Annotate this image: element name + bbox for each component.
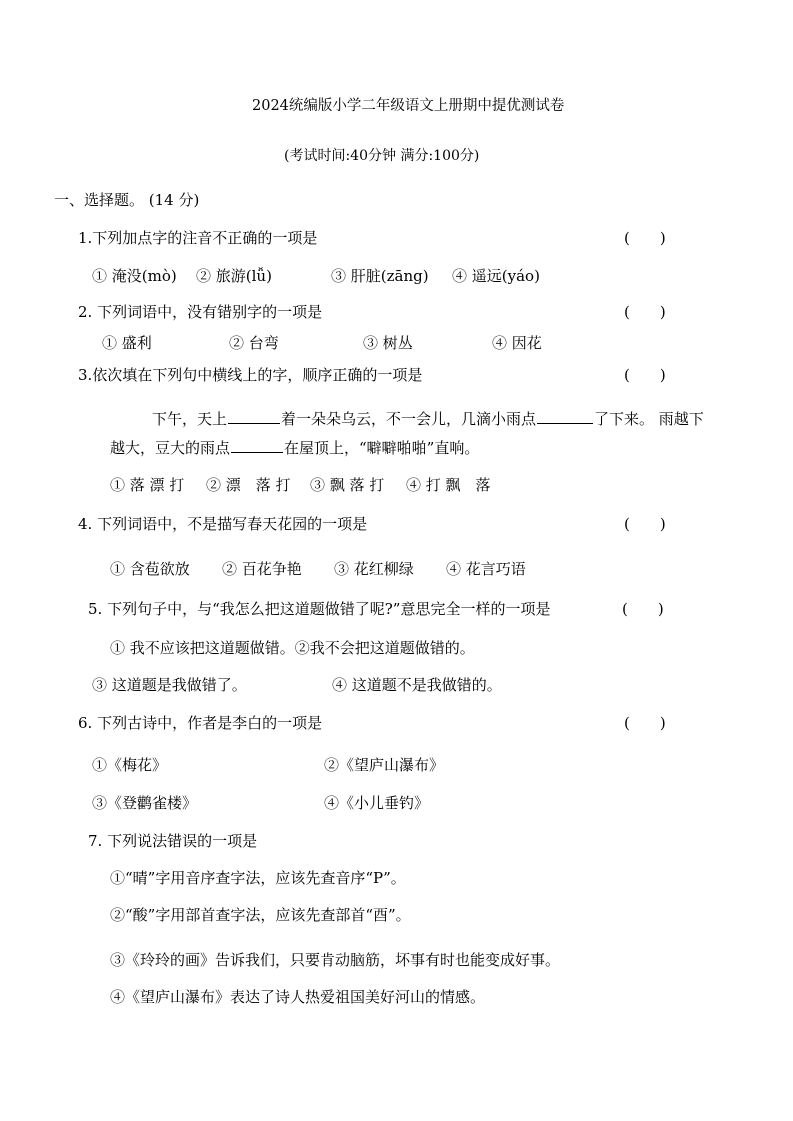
q2-option-a[interactable]: ① 盛利 xyxy=(102,334,152,352)
q6-option-d[interactable]: ④《小儿垂钓》 xyxy=(324,794,430,812)
q5-option-ab[interactable]: ① 我不应该把这道题做错。②我不会把这道题做错的。 xyxy=(110,639,475,657)
q1-option-c[interactable]: ③ 肝脏(zāng) xyxy=(331,267,429,285)
answer-paren[interactable]: ( ) xyxy=(624,229,666,247)
passage-text: 在屋顶上，“噼噼啪啪”直响。 xyxy=(284,439,480,457)
answer-paren[interactable]: ( ) xyxy=(624,366,666,384)
question-7-stem: 7. 下列说法错误的一项是 xyxy=(88,832,258,850)
q7-option-c[interactable]: ③《玲玲的画》告诉我们，只要肯动脑筋，坏事有时也能变成好事。 xyxy=(110,951,561,969)
answer-paren[interactable]: ( ) xyxy=(622,600,664,618)
question-6-stem: 6. 下列古诗中，作者是李白的一项是 xyxy=(78,714,323,732)
page-title: 2024统编版小学二年级语文上册期中提优测试卷 xyxy=(252,98,565,114)
q4-option-a[interactable]: ① 含苞欲放 xyxy=(110,560,190,578)
q2-option-d[interactable]: ④ 因花 xyxy=(492,334,542,352)
q4-option-d[interactable]: ④ 花言巧语 xyxy=(446,560,526,578)
q6-option-a[interactable]: ①《梅花》 xyxy=(92,756,168,774)
passage-text: 下午，天上 xyxy=(152,410,228,428)
fill-blank-1[interactable] xyxy=(228,409,280,424)
answer-paren[interactable]: ( ) xyxy=(624,515,666,533)
question-1-stem: 1.下列加点字的注音不正确的一项是 xyxy=(78,229,318,247)
fill-blank-2[interactable] xyxy=(537,409,593,424)
q1-option-d[interactable]: ④ 遥远(yáo) xyxy=(452,267,540,285)
page-subtitle: (考试时间:40分钟 满分:100分) xyxy=(284,148,480,164)
question-2-stem: 2. 下列词语中，没有错别字的一项是 xyxy=(78,303,323,321)
passage-text: 越大，豆大的雨点 xyxy=(110,439,231,457)
q6-option-b[interactable]: ②《望庐山瀑布》 xyxy=(324,756,445,774)
q3-passage-line-1 xyxy=(152,409,704,429)
q4-option-c[interactable]: ③ 花红柳绿 xyxy=(334,560,414,578)
q4-option-b[interactable]: ② 百花争艳 xyxy=(222,560,302,578)
q7-option-d[interactable]: ④《望庐山瀑布》表达了诗人热爱祖国美好河山的情感。 xyxy=(110,988,486,1006)
q7-option-b[interactable]: ②“酸”字用部首查字法，应该先查部首“酉”。 xyxy=(110,906,411,924)
question-3-stem: 3.依次填在下列句中横线上的字，顺序正确的一项是 xyxy=(78,366,423,384)
q3-option-c[interactable]: ③ 飘 落 打 xyxy=(310,476,385,494)
q3-option-d[interactable]: ④ 打 飘 落 xyxy=(406,476,491,494)
section-heading: 一、选择题。 (14 分) xyxy=(54,191,200,209)
q2-option-c[interactable]: ③ 树丛 xyxy=(363,334,413,352)
q3-option-a[interactable]: ① 落 漂 打 xyxy=(110,476,185,494)
question-5-stem: 5. 下列句子中，与“我怎么把这道题做错了呢?”意思完全一样的一项是 xyxy=(88,600,551,618)
passage-text: 了下来。 雨越下 xyxy=(594,410,704,428)
q2-option-b[interactable]: ② 台弯 xyxy=(229,334,279,352)
passage-text: 着一朵朵乌云，不一会儿，几滴小雨点 xyxy=(281,410,537,428)
q5-option-d[interactable]: ④ 这道题不是我做错的。 xyxy=(332,676,502,694)
q6-option-c[interactable]: ③《登鹳雀楼》 xyxy=(92,794,198,812)
q1-option-a[interactable]: ① 淹没(mò) xyxy=(92,267,177,285)
q7-option-a[interactable]: ①“晴”字用音序查字法，应该先查音序“P”。 xyxy=(110,869,406,887)
q3-option-b[interactable]: ② 漂 落 打 xyxy=(206,476,291,494)
question-4-stem: 4. 下列词语中，不是描写春天花园的一项是 xyxy=(78,515,368,533)
answer-paren[interactable]: ( ) xyxy=(624,303,666,321)
q5-option-c[interactable]: ③ 这道题是我做错了。 xyxy=(92,676,247,694)
fill-blank-3[interactable] xyxy=(231,438,283,453)
q3-passage-line-2 xyxy=(110,438,479,458)
answer-paren[interactable]: ( ) xyxy=(624,714,666,732)
q1-option-b[interactable]: ② 旅游(lǚ) xyxy=(196,267,272,285)
